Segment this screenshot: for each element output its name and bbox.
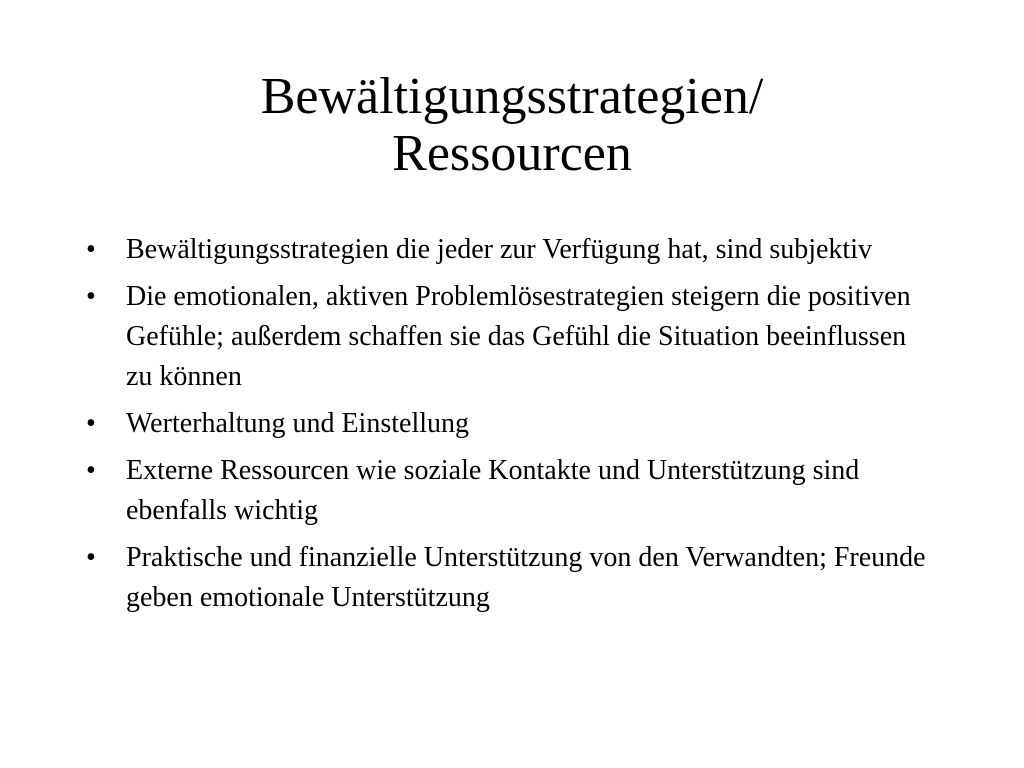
bullet-item-5	[86, 538, 926, 618]
bullet-text: Die emotionalen, aktiven Problemlösestrategien steigern die positiven Gefühle; außerdem schaffen sie das Gefühl die Situation beeinflussen zu können	[126, 281, 911, 392]
bullet-text: Externe Ressourcen wie soziale Kontakte und Unterstützung sind ebenfalls wichtig	[126, 455, 860, 526]
slide-title-line-2: Ressourcen	[392, 125, 632, 182]
bullet-marker: •	[86, 281, 96, 312]
bullet-marker: •	[86, 455, 96, 486]
bullet-marker: •	[86, 408, 96, 439]
bullet-marker: •	[86, 234, 96, 265]
bullet-text: Praktische und finanzielle Unterstützung von den Verwandten; Freunde geben emotionale Unterstützung	[126, 542, 926, 613]
bullet-item-3	[86, 404, 926, 444]
slide-title	[0, 68, 1024, 182]
slide-title-line-1: Bewältigungsstrategien/	[260, 68, 764, 125]
bullet-text: Bewältigungsstrategien die jeder zur Verfügung hat, sind subjektiv	[126, 234, 872, 265]
bullet-item-2	[86, 277, 926, 397]
bullet-list	[86, 230, 926, 625]
bullet-text: Werterhaltung und Einstellung	[126, 408, 469, 439]
bullet-marker: •	[86, 542, 96, 573]
bullet-item-4	[86, 451, 926, 531]
bullet-item-1	[86, 230, 926, 270]
